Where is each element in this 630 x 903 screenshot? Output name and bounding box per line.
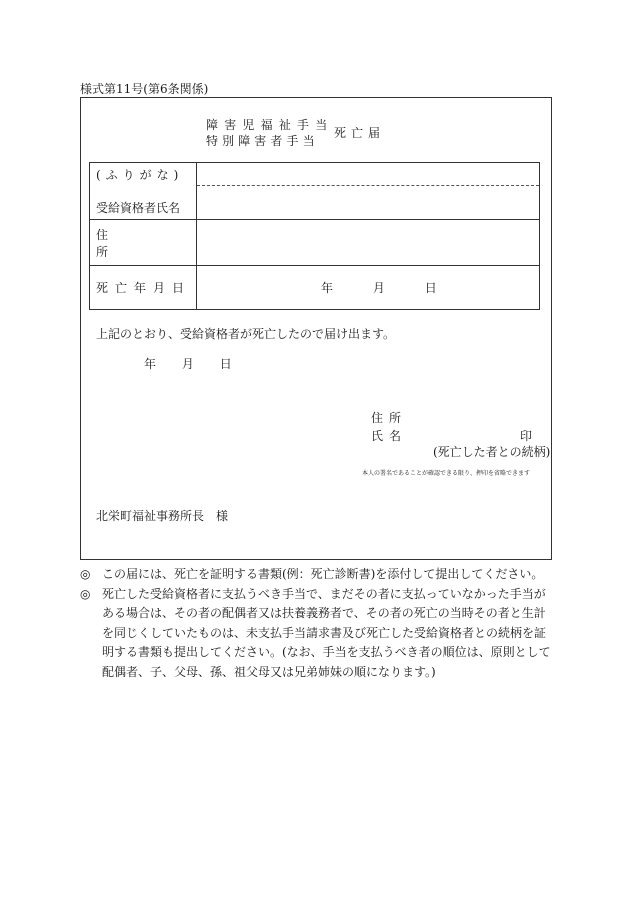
death-year-label: 年	[321, 281, 334, 295]
seal-mark: 印	[520, 429, 533, 443]
death-date-field[interactable]	[197, 266, 540, 310]
note-text: この届には、死亡を証明する書類(例：死亡診断書)を添付して提出してください。	[102, 567, 544, 581]
submission-month-label: 月	[181, 357, 194, 371]
applicant-name-label: 氏名	[371, 429, 408, 443]
note-item	[80, 565, 555, 585]
relationship-label: (死亡した者との続柄)	[433, 445, 551, 459]
address-label: 住所	[96, 227, 171, 259]
address-field[interactable]	[197, 220, 540, 266]
death-month-label: 月	[372, 281, 385, 295]
title-line-2: 特別障害者手当	[206, 134, 319, 148]
name-field[interactable]	[197, 163, 540, 220]
name-label-cell	[90, 163, 197, 220]
death-date-label: 死亡年月日	[96, 281, 192, 295]
submission-date[interactable]	[144, 355, 232, 372]
submission-year-label: 年	[144, 357, 157, 371]
submission-day-label: 日	[219, 357, 232, 371]
form-title: 死亡届	[334, 126, 386, 140]
furigana-divider	[197, 185, 539, 186]
recipient: 北栄町福祉事務所長 様	[96, 509, 229, 523]
note-item	[80, 585, 555, 683]
furigana-label: (ふりがな)	[96, 168, 184, 182]
death-date-label-cell	[90, 266, 197, 310]
applicant-address-label: 住所	[371, 411, 408, 425]
applicant-table	[89, 162, 540, 310]
seal-omission-note: 本人の署名であることが確認できる限り、押印を省略できます	[362, 470, 531, 477]
name-row	[90, 163, 540, 220]
title-line-1: 障害児福祉手当	[206, 118, 334, 132]
address-label-cell	[90, 220, 197, 266]
death-day-label: 日	[424, 281, 437, 295]
note-mark-icon: ◎	[80, 586, 91, 601]
notes-section	[80, 565, 555, 682]
address-row	[90, 220, 540, 266]
note-mark-icon: ◎	[80, 567, 91, 581]
form-number: 様式第11号(第6条関係)	[80, 82, 209, 96]
name-label: 受給資格者氏名	[96, 201, 181, 215]
note-text: 死亡した受給資格者に支払うべき手当で、まだその者に支払っていなかった手当がある場合は、その者の配偶者又は扶養義務者で、その者の死亡の当時その者と生計を同じくしていたものは、未支払手当請求書及び死亡した受給資格者との続柄を証明する書類も提出してください。(なお、手当を支払うべき者の順位は、原則として配偶者、子、父母、孫、祖父母又は兄弟姉妹の順になります。)	[102, 586, 551, 679]
declaration-statement: 上記のとおり、受給資格者が死亡したので届け出ます。	[96, 327, 396, 341]
death-date-row	[90, 266, 540, 310]
